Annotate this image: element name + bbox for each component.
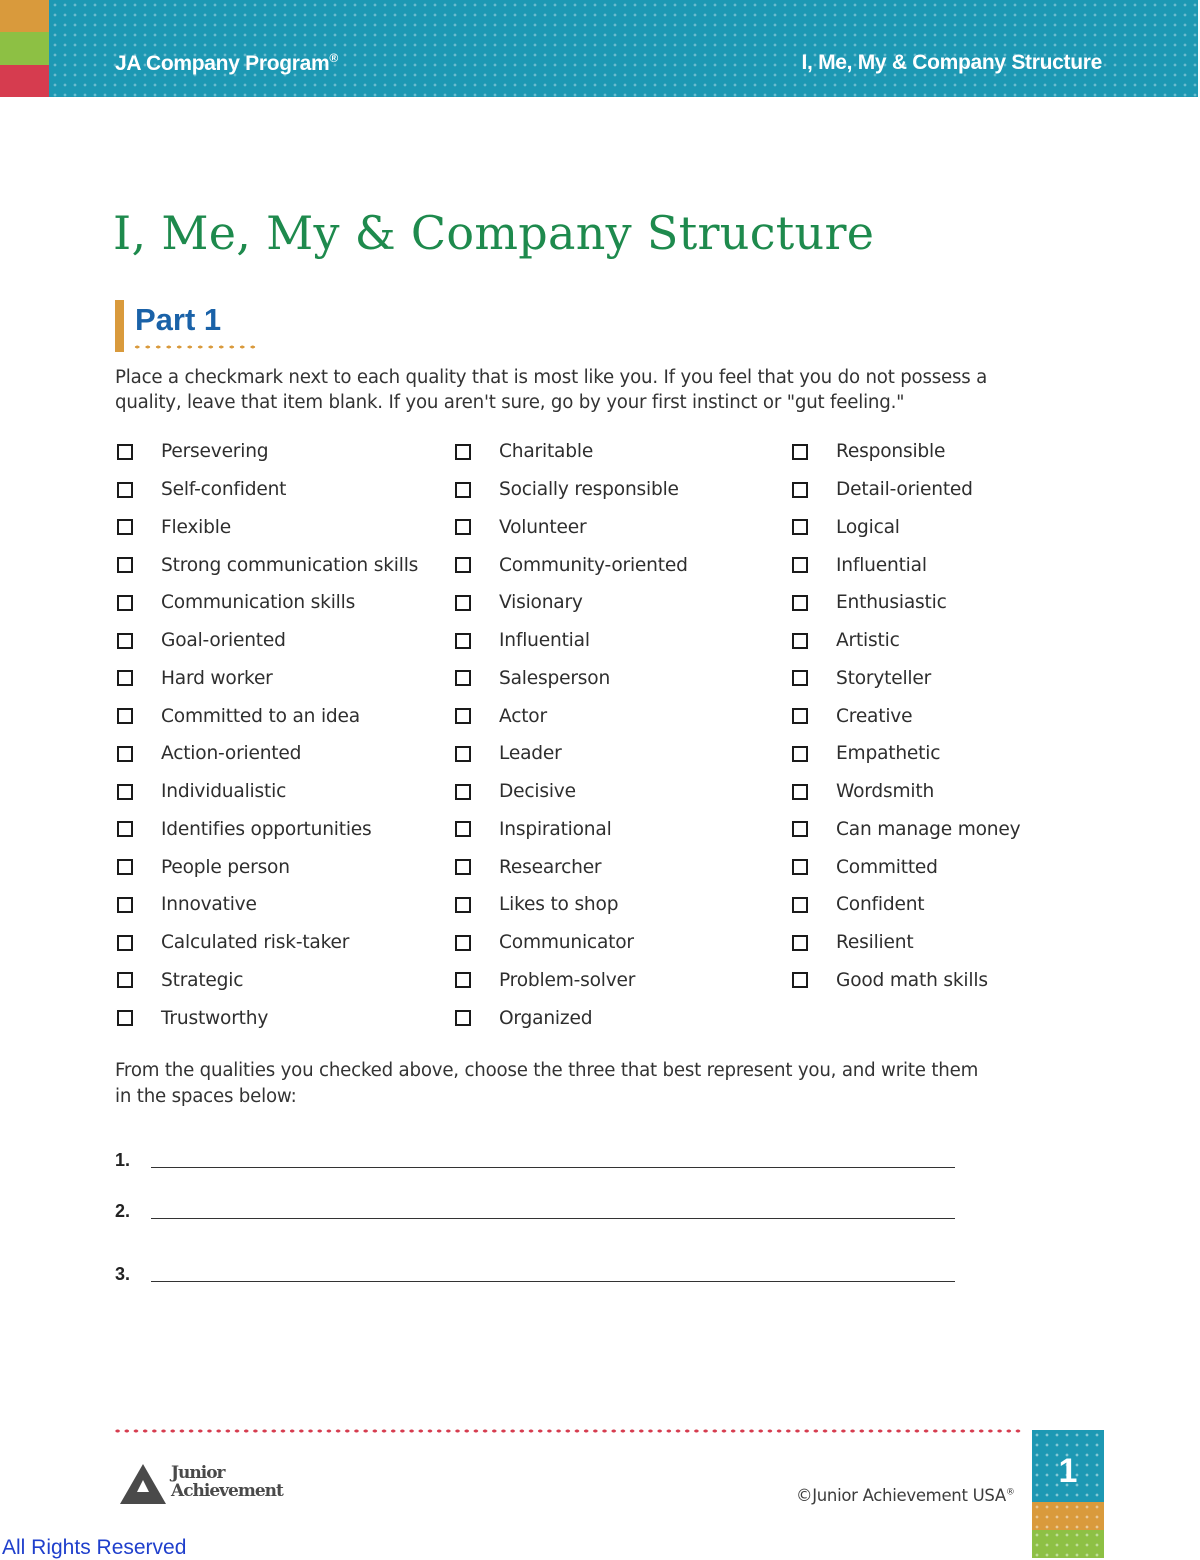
- quality-label: Inspirational: [499, 818, 612, 840]
- quality-checkbox[interactable]: [792, 519, 808, 535]
- quality-checkbox[interactable]: [117, 444, 133, 460]
- quality-checkbox[interactable]: [792, 972, 808, 988]
- quality-label: Responsible: [836, 441, 946, 463]
- quality-label: Influential: [499, 630, 590, 652]
- quality-checkbox[interactable]: [117, 821, 133, 837]
- quality-checkbox[interactable]: [117, 557, 133, 573]
- quality-item: [455, 999, 688, 1037]
- quality-label: Self-confident: [161, 479, 287, 501]
- triangle-logo-icon: [118, 1462, 168, 1506]
- registered-mark: ®: [329, 51, 338, 65]
- quality-checkbox[interactable]: [117, 482, 133, 498]
- quality-checkbox[interactable]: [792, 633, 808, 649]
- quality-checkbox[interactable]: [792, 482, 808, 498]
- quality-checkbox[interactable]: [455, 935, 471, 951]
- quality-label: Can manage money: [836, 818, 1021, 840]
- quality-label: Confident: [836, 894, 925, 916]
- quality-item: [792, 962, 1020, 1000]
- answer-line-1: [115, 1150, 955, 1171]
- quality-item: [455, 471, 688, 509]
- quality-label: Resilient: [836, 932, 914, 954]
- qualities-column-1: [117, 433, 418, 1037]
- quality-label: Visionary: [499, 592, 583, 614]
- quality-checkbox[interactable]: [792, 897, 808, 913]
- quality-item: [455, 811, 688, 849]
- quality-checkbox[interactable]: [455, 670, 471, 686]
- quality-label: Detail-oriented: [836, 479, 973, 501]
- part-dotted-underline: [132, 344, 260, 350]
- quality-checkbox[interactable]: [117, 519, 133, 535]
- quality-checkbox[interactable]: [455, 1010, 471, 1026]
- answer-line-3: [115, 1264, 955, 1285]
- answer-field[interactable]: [151, 1167, 955, 1168]
- quality-label: Goal-oriented: [161, 630, 286, 652]
- quality-item: [117, 509, 418, 547]
- junior-achievement-logo: [118, 1462, 293, 1507]
- quality-checkbox[interactable]: [455, 595, 471, 611]
- quality-label: Innovative: [161, 894, 257, 916]
- page-number-tab: [1032, 1430, 1104, 1558]
- page-title: I, Me, My & Company Structure: [113, 206, 875, 260]
- quality-item: [117, 697, 418, 735]
- copyright-notice: [796, 1486, 1015, 1505]
- color-swatches: [0, 0, 49, 97]
- quality-checkbox[interactable]: [117, 670, 133, 686]
- quality-checkbox[interactable]: [792, 557, 808, 573]
- quality-item: [455, 584, 688, 622]
- quality-label: Empathetic: [836, 743, 941, 765]
- quality-item: [117, 924, 418, 962]
- answer-field[interactable]: [151, 1218, 955, 1219]
- quality-checkbox[interactable]: [792, 670, 808, 686]
- quality-item: [455, 622, 688, 660]
- quality-item: [792, 848, 1020, 886]
- logo-wordmark: [171, 1464, 283, 1500]
- quality-item: [455, 433, 688, 471]
- quality-label: Flexible: [161, 516, 231, 538]
- quality-item: [117, 848, 418, 886]
- followup-instructions: From the qualities you checked above, choose the three that best represent you, and write them in the spaces below:: [115, 1060, 979, 1107]
- quality-checkbox[interactable]: [117, 595, 133, 611]
- quality-item: [117, 584, 418, 622]
- quality-item: [792, 811, 1020, 849]
- answer-field[interactable]: [151, 1281, 955, 1282]
- quality-checkbox[interactable]: [455, 897, 471, 913]
- quality-checkbox[interactable]: [455, 444, 471, 460]
- answer-number: 3.: [115, 1264, 131, 1284]
- quality-checkbox[interactable]: [117, 746, 133, 762]
- program-name: [115, 51, 338, 76]
- quality-item: [792, 471, 1020, 509]
- quality-checkbox[interactable]: [117, 972, 133, 988]
- quality-checkbox[interactable]: [455, 482, 471, 498]
- quality-label: Charitable: [499, 441, 594, 463]
- quality-label: Socially responsible: [499, 479, 679, 501]
- quality-label: Decisive: [499, 781, 576, 803]
- quality-item: [117, 735, 418, 773]
- quality-checkbox[interactable]: [117, 784, 133, 800]
- quality-item: [792, 433, 1020, 471]
- quality-label: Wordsmith: [836, 781, 935, 803]
- quality-item: [117, 999, 418, 1037]
- quality-item: [455, 546, 688, 584]
- quality-label: Identifies opportunities: [161, 818, 372, 840]
- quality-item: [455, 773, 688, 811]
- quality-label: Hard worker: [161, 667, 273, 689]
- quality-item: [117, 660, 418, 698]
- quality-item: [117, 886, 418, 924]
- quality-label: Persevering: [161, 441, 269, 463]
- quality-checkbox[interactable]: [792, 821, 808, 837]
- quality-label: Leader: [499, 743, 562, 765]
- quality-item: [455, 962, 688, 1000]
- quality-item: [117, 546, 418, 584]
- quality-label: Action-oriented: [161, 743, 302, 765]
- tab-segment-orange: [1032, 1502, 1104, 1530]
- quality-checkbox[interactable]: [792, 746, 808, 762]
- rights-reserved: All Rights Reserved: [2, 1536, 187, 1559]
- quality-checkbox[interactable]: [455, 972, 471, 988]
- quality-label: Strategic: [161, 969, 244, 991]
- quality-label: Communicator: [499, 932, 634, 954]
- quality-label: Strong communication skills: [161, 554, 419, 576]
- quality-label: Influential: [836, 554, 927, 576]
- quality-label: Committed to an idea: [161, 705, 360, 727]
- quality-label: Storyteller: [836, 667, 932, 689]
- quality-checkbox[interactable]: [455, 708, 471, 724]
- quality-checkbox[interactable]: [455, 784, 471, 800]
- quality-item: [792, 697, 1020, 735]
- swatch-orange: [0, 0, 49, 32]
- answer-number: 1.: [115, 1150, 131, 1170]
- quality-item: [455, 735, 688, 773]
- quality-checkbox[interactable]: [455, 746, 471, 762]
- qualities-column-3: [792, 433, 1020, 999]
- quality-item: [792, 622, 1020, 660]
- quality-checkbox[interactable]: [117, 935, 133, 951]
- quality-checkbox[interactable]: [455, 821, 471, 837]
- quality-label: Organized: [499, 1007, 593, 1029]
- part-heading: Part 1: [135, 302, 222, 337]
- quality-checkbox[interactable]: [792, 784, 808, 800]
- quality-label: Individualistic: [161, 781, 287, 803]
- page-number: 1: [1058, 1452, 1078, 1490]
- quality-checkbox[interactable]: [792, 595, 808, 611]
- quality-item: [792, 660, 1020, 698]
- quality-checkbox[interactable]: [792, 444, 808, 460]
- quality-item: [117, 773, 418, 811]
- quality-label: Researcher: [499, 856, 602, 878]
- quality-label: Committed: [836, 856, 938, 878]
- quality-label: Problem-solver: [499, 969, 636, 991]
- quality-checkbox[interactable]: [117, 897, 133, 913]
- swatch-red: [0, 65, 49, 97]
- quality-label: Volunteer: [499, 516, 587, 538]
- quality-checkbox[interactable]: [117, 633, 133, 649]
- quality-label: Salesperson: [499, 667, 611, 689]
- quality-item: [117, 433, 418, 471]
- quality-checkbox[interactable]: [117, 859, 133, 875]
- quality-checkbox[interactable]: [792, 935, 808, 951]
- quality-checkbox[interactable]: [455, 859, 471, 875]
- logo-line-1: Junior: [171, 1463, 225, 1483]
- quality-item: [117, 962, 418, 1000]
- quality-item: [455, 886, 688, 924]
- quality-label: Creative: [836, 705, 913, 727]
- answer-number: 2.: [115, 1201, 131, 1221]
- quality-item: [792, 735, 1020, 773]
- quality-checkbox[interactable]: [455, 633, 471, 649]
- tab-segment-green: [1032, 1530, 1104, 1558]
- quality-item: [455, 660, 688, 698]
- quality-checkbox[interactable]: [117, 1010, 133, 1026]
- header-section-title: I, Me, My & Company Structure: [801, 51, 1102, 74]
- swatch-green: [0, 32, 49, 64]
- quality-checkbox[interactable]: [455, 557, 471, 573]
- quality-item: [455, 924, 688, 962]
- qualities-column-2: [455, 433, 688, 1037]
- quality-item: [455, 848, 688, 886]
- quality-item: [455, 697, 688, 735]
- quality-item: [792, 546, 1020, 584]
- quality-item: [792, 509, 1020, 547]
- quality-label: Actor: [499, 705, 547, 727]
- quality-item: [117, 471, 418, 509]
- logo-line-2: Achievement: [171, 1481, 283, 1501]
- quality-item: [117, 622, 418, 660]
- quality-checkbox[interactable]: [792, 859, 808, 875]
- header-banner: [0, 0, 1198, 97]
- quality-checkbox[interactable]: [117, 708, 133, 724]
- quality-label: Good math skills: [836, 969, 988, 991]
- copyright-text: ©Junior Achievement USA: [796, 1486, 1006, 1505]
- program-name-text: JA Company Program: [115, 52, 330, 75]
- quality-item: [792, 584, 1020, 622]
- footer-dotted-divider: [113, 1428, 1023, 1434]
- quality-label: Logical: [836, 516, 900, 538]
- quality-label: Likes to shop: [499, 894, 619, 916]
- quality-label: Artistic: [836, 630, 900, 652]
- quality-label: Communication skills: [161, 592, 356, 614]
- quality-label: Community-oriented: [499, 554, 688, 576]
- answer-line-2: [115, 1201, 955, 1222]
- quality-label: Calculated risk-taker: [161, 932, 350, 954]
- quality-checkbox[interactable]: [792, 708, 808, 724]
- quality-item: [792, 773, 1020, 811]
- quality-item: [117, 811, 418, 849]
- quality-item: [792, 924, 1020, 962]
- quality-label: People person: [161, 856, 290, 878]
- quality-item: [792, 886, 1020, 924]
- registered-mark: ®: [1005, 1487, 1015, 1498]
- part-accent-bar: [115, 300, 124, 352]
- quality-label: Enthusiastic: [836, 592, 947, 614]
- quality-label: Trustworthy: [161, 1007, 269, 1029]
- quality-checkbox[interactable]: [455, 519, 471, 535]
- quality-item: [455, 509, 688, 547]
- part-instructions: Place a checkmark next to each quality that is most like you. If you feel that you do not possess a quality, leave that item blank. If you aren't sure, go by your first instinct or "gut feeling.": [115, 367, 988, 413]
